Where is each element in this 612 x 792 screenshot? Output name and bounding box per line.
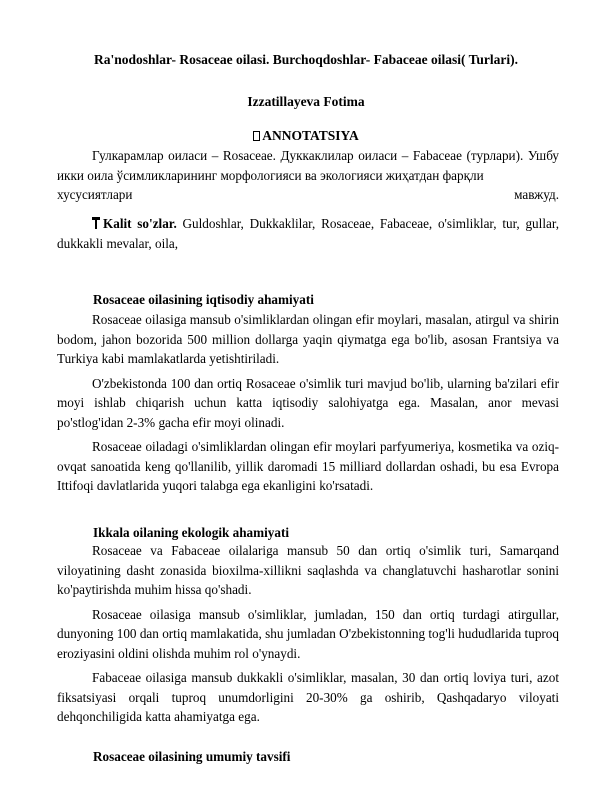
annotation-text-end-left: хусусиятлари [57,187,133,202]
author-name: Izzatillayeva Fotima [247,94,365,109]
annotation-last-line [57,185,559,205]
section-heading-economic: Rosaceae oilasining iqtisodiy ahamiyati [93,292,314,307]
annotation-text-main: Гулкарамлар оиласи – Rosaceae. Дуккаклилар оиласи – Fabaceae (турлари). Ушбу икки оила ўсимликларининг морфологияси ва экологияси жиҳатдан фарқли [57,148,559,183]
section-ecological-body [57,541,559,727]
paragraph: O'zbekistonda 100 dan ortiq Rosaceae o'simlik turi mavjud bo'lib, ularning ba'zilari efir moyi ishlab chiqarish uchun katta iqtisodiy salohiyatga ega. Masalan, anor mevasi po'stlog'idan 2-3% gacha efir moyi olinadi. [57,375,559,430]
paragraph: Rosaceae va Fabaceae oilalariga mansub 50 dan ortiq o'simlik turi, Samarqand viloyatining dasht zonasida bioxilma-xillikni saqlashda va changlatuvchi hasharotlar sonini ko'paytirishda muhim hissa qo'shadi. [57,543,559,597]
paragraph: Rosaceae oilasiga mansub o'simliklardan olingan efir moylari, masalan, atirgul va shirin bodom, jahon bozorida 500 million dollarga yaqin qiymatga ega bo'lib, asosan Frantsiya va Turkiya kabi mamlakatlarda yetishtiriladi. [57,312,559,366]
annotation-heading-text: ANNOTATSIYA [262,128,359,143]
missing-glyph-box-icon [253,131,260,141]
keywords-block [57,214,559,253]
section-heading-general: Rosaceae oilasining umumiy tavsifi [93,749,291,764]
paragraph: Rosaceae oiladagi o'simliklardan olingan efir moylari parfyumeriya, kosmetika va oziq-ovqat sanoatida keng qo'llanilib, yillik daromadi 15 milliard dollardan oshadi, bu esa Evropa Ittifoqi davlatlarida yuqori talabga ega ekanligini ko'rsatadi. [57,439,559,493]
annotation-heading [0,128,612,144]
section-heading-ecological: Ikkala oilaning ekologik ahamiyati [93,525,290,540]
annotation-text [57,146,559,205]
annotation-paragraph [57,146,559,185]
annotation-text-end-right: мавжуд. [514,187,559,202]
keywords-label: Kalit so'zlar. [103,216,177,231]
section-economic-body [57,310,559,496]
keywords-paragraph [57,214,559,253]
keywords-text: Guldoshlar, Dukkaklilar, Rosaceae, Fabaceae, o'simliklar, tur, gullar, dukkakli mevalar, oila, [57,216,559,251]
paragraph: Rosaceae oilasiga mansub o'simliklar, jumladan, 150 dan ortiq turdagi atirgullar, dunyoning 100 dan ortiq mamlakatida, shu jumladan O'zbekistonning tog'li hududlarida tuproq eroziyasini oldini olishda muhim rol o'ynaydi. [57,606,559,661]
document-title: Ra'nodoshlar- Rosaceae oilasi. Burchoqdoshlar- Fabaceae oilasi( Turlari). [93,52,519,67]
pushpin-icon [92,217,100,229]
paragraph: Fabaceae oilasiga mansub dukkakli o'simliklar, masalan, 30 dan ortiq loviya turi, azot fiksatsiyasi orqali tuproq unumdorligini 20-30% ga oshirib, Qashqadaryo viloyati dehqonchiligida katta ahamiyatga ega. [57,670,559,724]
